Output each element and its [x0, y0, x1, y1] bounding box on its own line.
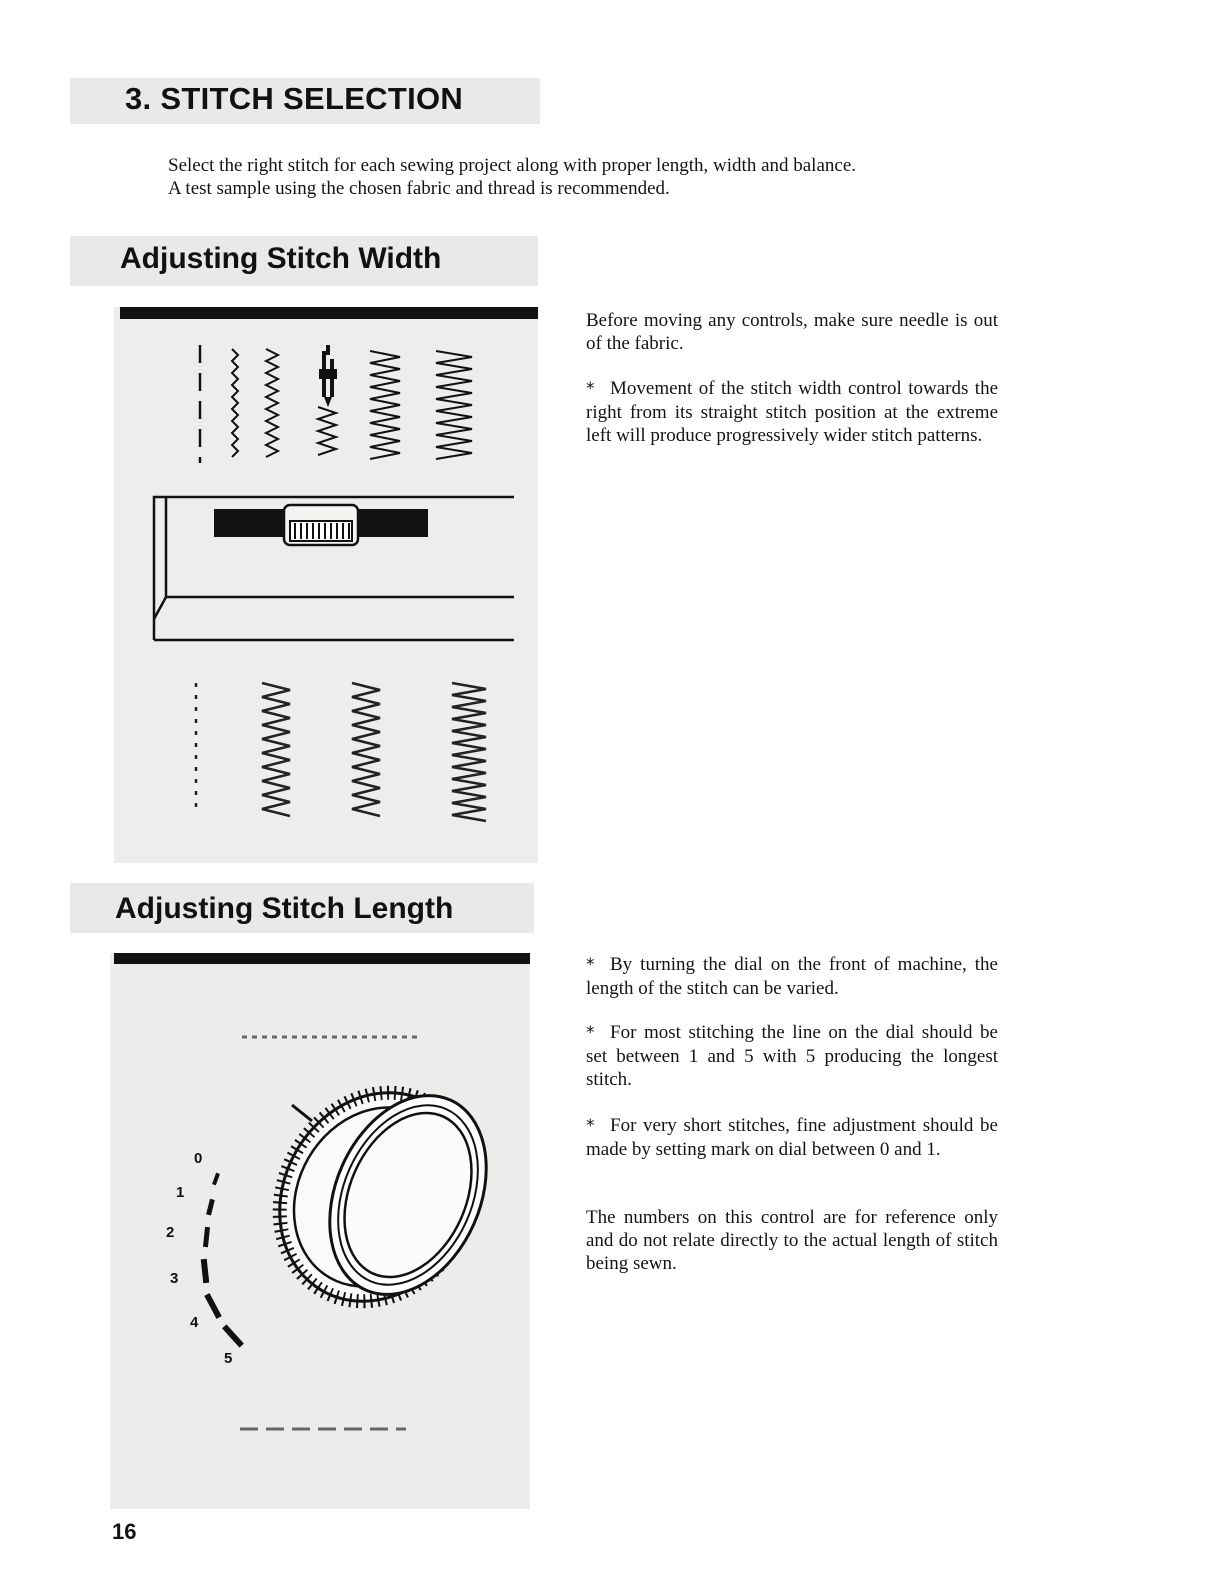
- needle-icon: [319, 345, 337, 407]
- stitch-width-illustration: [114, 307, 538, 863]
- length-paragraph-4: The numbers on this control are for reference only and do not relate directly to the actual length of stitch being sewn.: [586, 1207, 998, 1274]
- width-heading: Adjusting Stitch Width: [120, 242, 442, 275]
- intro-line-2: A test sample using the chosen fabric and thread is recommended.: [168, 178, 670, 199]
- svg-text:0: 0: [194, 1150, 203, 1167]
- asterisk-bullet: *: [586, 1116, 595, 1136]
- asterisk-bullet: *: [586, 955, 595, 975]
- svg-text:2: 2: [166, 1224, 175, 1241]
- page-number: 16: [112, 1519, 137, 1544]
- asterisk-bullet: *: [586, 1023, 595, 1043]
- width-heading-band: [70, 236, 538, 286]
- svg-text:3: 3: [170, 1270, 179, 1287]
- dial-scale-numbers: [166, 1150, 232, 1367]
- section-title: 3. STITCH SELECTION: [125, 81, 464, 116]
- length-heading: Adjusting Stitch Length: [115, 892, 454, 925]
- width-paragraph-1: Before moving any controls, make sure needle is out of the fabric.: [586, 310, 998, 354]
- svg-text:5: 5: [224, 1350, 233, 1367]
- svg-text:4: 4: [190, 1314, 199, 1331]
- section-title-band: [70, 78, 540, 124]
- length-paragraph-1: * By turning the dial on the front of machine, the length of the stitch can be varied.: [586, 954, 998, 999]
- asterisk-bullet: *: [586, 379, 595, 399]
- dial-indicator-line: [292, 1105, 312, 1121]
- length-heading-band: [70, 883, 534, 933]
- dial-scale-marks: [201, 1173, 244, 1348]
- width-paragraph-2: * Movement of the stitch width control towards the right from its straight stitch position at the extreme left will produce progressively wider stitch patterns.: [586, 378, 998, 446]
- width-stitch-samples-top: [200, 345, 472, 463]
- svg-text:1: 1: [176, 1184, 185, 1201]
- width-stitch-samples-bottom: [196, 683, 486, 821]
- stitch-length-dial: [242, 1057, 516, 1336]
- length-paragraph-2: * For most stitching the line on the dial should be set between 1 and 5 with 5 producing the longest stitch.: [586, 1022, 998, 1090]
- stitch-length-dial-illustration: [110, 953, 530, 1509]
- width-lever-knob: [284, 505, 358, 545]
- intro-line-1: Select the right stitch for each sewing project along with proper length, width and balance.: [168, 155, 857, 176]
- length-paragraph-3: * For very short stitches, fine adjustment should be made by setting mark on dial between 0 and 1.: [586, 1115, 998, 1160]
